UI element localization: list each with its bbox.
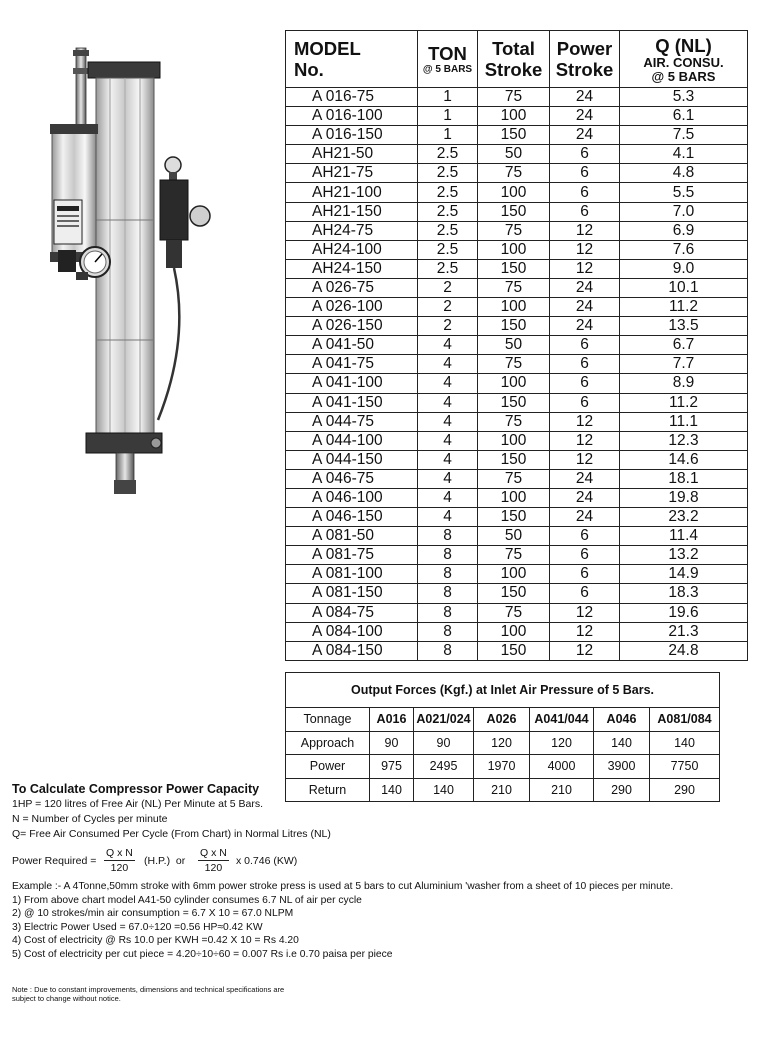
- cell-total-stroke: 150: [478, 584, 550, 603]
- cell-model: A 044-150: [286, 450, 418, 469]
- cell-model: A 026-100: [286, 298, 418, 317]
- cell-total-stroke: 150: [478, 393, 550, 412]
- table-row: [286, 221, 748, 240]
- cell-model: AH21-50: [286, 145, 418, 164]
- table-row: [286, 126, 748, 145]
- table-row: [286, 88, 748, 107]
- forces-row-label: Return: [286, 778, 370, 802]
- cell-air-consumption: 13.2: [620, 546, 748, 565]
- cell-ton: 4: [418, 508, 478, 527]
- forces-col-header: A021/024: [414, 708, 474, 732]
- cell-model: A 044-75: [286, 412, 418, 431]
- cell-total-stroke: 150: [478, 450, 550, 469]
- forces-col-header: A046: [594, 708, 650, 732]
- cell-ton: 2.5: [418, 240, 478, 259]
- forces-table-body: [286, 731, 720, 802]
- table-row: [286, 508, 748, 527]
- cell-total-stroke: 100: [478, 622, 550, 641]
- cell-model: A 041-100: [286, 374, 418, 393]
- cell-power-stroke: 24: [550, 469, 620, 488]
- cell-ton: 4: [418, 355, 478, 374]
- cell-ton: 2: [418, 298, 478, 317]
- cell-total-stroke: 75: [478, 88, 550, 107]
- cell-air-consumption: 14.6: [620, 450, 748, 469]
- forces-value: 140: [414, 778, 474, 802]
- cell-model: A 026-75: [286, 278, 418, 297]
- cell-ton: 4: [418, 412, 478, 431]
- table-row: [286, 641, 748, 660]
- cell-air-consumption: 18.1: [620, 469, 748, 488]
- table-row: [286, 546, 748, 565]
- cell-total-stroke: 75: [478, 603, 550, 622]
- forces-value: 2495: [414, 755, 474, 779]
- cell-ton: 4: [418, 374, 478, 393]
- forces-value: 7750: [650, 755, 720, 779]
- unit-hp: (H.P.) or: [144, 855, 186, 867]
- cell-power-stroke: 12: [550, 450, 620, 469]
- cell-model: A 081-50: [286, 527, 418, 546]
- forces-value: 4000: [530, 755, 594, 779]
- forces-value: 140: [594, 731, 650, 755]
- cell-ton: 2.5: [418, 221, 478, 240]
- forces-caption: Output Forces (Kgf.) at Inlet Air Pressure of 5 Bars.: [286, 673, 720, 708]
- cell-ton: 4: [418, 336, 478, 355]
- output-forces-table: [285, 672, 720, 802]
- table-row: [286, 336, 748, 355]
- model-spec-table: [285, 30, 748, 661]
- cell-ton: 8: [418, 641, 478, 660]
- cell-model: A 081-75: [286, 546, 418, 565]
- cell-model: A 081-100: [286, 565, 418, 584]
- forces-col-header: A026: [474, 708, 530, 732]
- table-row: [286, 298, 748, 317]
- cell-ton: 8: [418, 622, 478, 641]
- cell-air-consumption: 19.8: [620, 488, 748, 507]
- cell-air-consumption: 4.1: [620, 145, 748, 164]
- cell-air-consumption: 6.1: [620, 107, 748, 126]
- cell-ton: 4: [418, 431, 478, 450]
- table-row: [286, 317, 748, 336]
- table-row: [286, 202, 748, 221]
- cell-total-stroke: 150: [478, 202, 550, 221]
- forces-value: 140: [650, 731, 720, 755]
- cell-model: A 081-150: [286, 584, 418, 603]
- table-row: [286, 412, 748, 431]
- cell-power-stroke: 6: [550, 355, 620, 374]
- cell-total-stroke: 75: [478, 546, 550, 565]
- cell-air-consumption: 5.3: [620, 88, 748, 107]
- cell-air-consumption: 5.5: [620, 183, 748, 202]
- table-row: [286, 431, 748, 450]
- cell-total-stroke: 150: [478, 508, 550, 527]
- cell-air-consumption: 11.2: [620, 393, 748, 412]
- cell-model: A 084-75: [286, 603, 418, 622]
- cell-air-consumption: 11.4: [620, 527, 748, 546]
- cell-model: A 041-75: [286, 355, 418, 374]
- cell-power-stroke: 6: [550, 584, 620, 603]
- cell-model: AH24-100: [286, 240, 418, 259]
- cell-power-stroke: 12: [550, 412, 620, 431]
- cell-ton: 4: [418, 469, 478, 488]
- cell-model: A 044-100: [286, 431, 418, 450]
- table-row: [286, 278, 748, 297]
- forces-row: [286, 755, 720, 779]
- calc-title: To Calculate Compressor Power Capacity: [12, 782, 260, 796]
- cell-total-stroke: 100: [478, 107, 550, 126]
- header-air-consumption: Q (NL) AIR. CONSU. @ 5 BARS: [620, 31, 748, 88]
- cell-air-consumption: 10.1: [620, 278, 748, 297]
- cell-power-stroke: 6: [550, 374, 620, 393]
- formula-label: Power Required =: [12, 855, 97, 867]
- cell-power-stroke: 6: [550, 164, 620, 183]
- compressor-calc-section: [12, 781, 342, 878]
- header-power-stroke: Power Stroke: [550, 31, 620, 88]
- cell-total-stroke: 150: [478, 259, 550, 278]
- calc-line-hp: 1HP = 120 litres of Free Air (NL) Per Minute at 5 Bars.: [12, 798, 264, 810]
- cell-total-stroke: 100: [478, 183, 550, 202]
- cell-total-stroke: 100: [478, 565, 550, 584]
- cell-ton: 4: [418, 488, 478, 507]
- cell-total-stroke: 150: [478, 641, 550, 660]
- cell-air-consumption: 19.6: [620, 603, 748, 622]
- disclaimer-note: Note : Due to constant improvements, dimensions and technical specifications are subject to change without notice.: [12, 985, 285, 1003]
- cell-ton: 1: [418, 126, 478, 145]
- cell-air-consumption: 9.0: [620, 259, 748, 278]
- forces-row: [286, 731, 720, 755]
- cell-model: A 016-100: [286, 107, 418, 126]
- table-row: [286, 259, 748, 278]
- example-step-5: 5) Cost of electricity per cut piece = 4.20÷10÷60 = 0.007 Rs i.e 0.70 paisa per piece: [12, 948, 393, 960]
- cell-ton: 8: [418, 584, 478, 603]
- cell-ton: 2.5: [418, 145, 478, 164]
- cell-power-stroke: 12: [550, 431, 620, 450]
- cell-ton: 4: [418, 450, 478, 469]
- cell-ton: 2: [418, 278, 478, 297]
- cell-model: A 084-150: [286, 641, 418, 660]
- cell-total-stroke: 50: [478, 145, 550, 164]
- cell-power-stroke: 24: [550, 107, 620, 126]
- forces-value: 290: [650, 778, 720, 802]
- cell-ton: 2: [418, 317, 478, 336]
- cell-air-consumption: 8.9: [620, 374, 748, 393]
- example-step-4: 4) Cost of electricity @ Rs 10.0 per KWH =0.42 X 10 = Rs 4.20: [12, 935, 299, 946]
- forces-value: 140: [370, 778, 414, 802]
- cell-power-stroke: 12: [550, 622, 620, 641]
- forces-value: 210: [530, 778, 594, 802]
- cell-power-stroke: 6: [550, 145, 620, 164]
- cell-power-stroke: 12: [550, 240, 620, 259]
- cell-total-stroke: 75: [478, 164, 550, 183]
- forces-row-label: Approach: [286, 731, 370, 755]
- cell-total-stroke: 150: [478, 126, 550, 145]
- table-row: [286, 164, 748, 183]
- cell-model: A 026-150: [286, 317, 418, 336]
- cell-model: A 016-75: [286, 88, 418, 107]
- table-row: [286, 450, 748, 469]
- forces-row: [286, 778, 720, 802]
- table-row: [286, 469, 748, 488]
- cell-air-consumption: 23.2: [620, 508, 748, 527]
- example-step-1: 1) From above chart model A41-50 cylinder consumes 6.7 NL of air per cycle: [12, 894, 362, 906]
- cell-air-consumption: 6.7: [620, 336, 748, 355]
- table-row: [286, 107, 748, 126]
- cell-power-stroke: 24: [550, 126, 620, 145]
- cell-total-stroke: 75: [478, 412, 550, 431]
- forces-value: 210: [474, 778, 530, 802]
- example-step-3: 3) Electric Power Used = 67.0÷120 =0.56 HP≈0.42 KW: [12, 921, 263, 933]
- cell-total-stroke: 100: [478, 298, 550, 317]
- cell-model: AH24-75: [286, 221, 418, 240]
- table-row: [286, 374, 748, 393]
- cell-power-stroke: 12: [550, 641, 620, 660]
- table-row: [286, 183, 748, 202]
- table-row: [286, 393, 748, 412]
- cell-power-stroke: 6: [550, 565, 620, 584]
- cell-air-consumption: 4.8: [620, 164, 748, 183]
- cell-total-stroke: 75: [478, 278, 550, 297]
- forces-header-row: [286, 708, 720, 732]
- cell-total-stroke: 100: [478, 240, 550, 259]
- cell-total-stroke: 75: [478, 221, 550, 240]
- table-row: [286, 488, 748, 507]
- cell-total-stroke: 50: [478, 527, 550, 546]
- cell-model: A 046-100: [286, 488, 418, 507]
- cell-power-stroke: 6: [550, 183, 620, 202]
- cell-power-stroke: 24: [550, 278, 620, 297]
- cell-ton: 4: [418, 393, 478, 412]
- cell-ton: 2.5: [418, 164, 478, 183]
- example-step-2: 2) @ 10 strokes/min air consumption = 6.7 X 10 = 67.0 NLPM: [12, 908, 294, 919]
- cell-power-stroke: 24: [550, 298, 620, 317]
- forces-value: 1970: [474, 755, 530, 779]
- cell-air-consumption: 18.3: [620, 584, 748, 603]
- cell-power-stroke: 6: [550, 202, 620, 221]
- header-total-stroke: Total Stroke: [478, 31, 550, 88]
- cell-power-stroke: 6: [550, 336, 620, 355]
- cell-model: A 016-150: [286, 126, 418, 145]
- cell-ton: 2.5: [418, 259, 478, 278]
- cell-power-stroke: 24: [550, 508, 620, 527]
- cell-air-consumption: 7.5: [620, 126, 748, 145]
- cell-air-consumption: 21.3: [620, 622, 748, 641]
- cell-power-stroke: 24: [550, 488, 620, 507]
- cell-air-consumption: 24.8: [620, 641, 748, 660]
- spec-table-body: [286, 88, 748, 661]
- table-row: [286, 603, 748, 622]
- table-row: [286, 145, 748, 164]
- cell-model: A 046-75: [286, 469, 418, 488]
- cell-air-consumption: 11.1: [620, 412, 748, 431]
- cell-power-stroke: 24: [550, 317, 620, 336]
- cell-air-consumption: 7.7: [620, 355, 748, 374]
- table-row: [286, 240, 748, 259]
- forces-value: 3900: [594, 755, 650, 779]
- cell-power-stroke: 6: [550, 546, 620, 565]
- cell-power-stroke: 12: [550, 221, 620, 240]
- cell-total-stroke: 50: [478, 336, 550, 355]
- cell-air-consumption: 12.3: [620, 431, 748, 450]
- cell-total-stroke: 150: [478, 317, 550, 336]
- forces-col-header: A016: [370, 708, 414, 732]
- cell-model: AH21-150: [286, 202, 418, 221]
- spec-header-row: [286, 31, 748, 88]
- worked-example: [12, 880, 758, 961]
- cell-ton: 1: [418, 88, 478, 107]
- forces-value: 120: [474, 731, 530, 755]
- example-intro: Example :- A 4Tonne,50mm stroke with 6mm power stroke press is used at 5 bars to cut Aluminium 'washer from a sheet of 10 pieces per minute.: [12, 881, 674, 892]
- cell-ton: 1: [418, 107, 478, 126]
- forces-col-header: A041/044: [530, 708, 594, 732]
- cell-total-stroke: 100: [478, 374, 550, 393]
- cell-air-consumption: 13.5: [620, 317, 748, 336]
- pneumatic-press-cylinder-illustration: [40, 40, 240, 500]
- cell-model: A 041-50: [286, 336, 418, 355]
- forces-value: 90: [414, 731, 474, 755]
- fraction-kw: $\frac{\text{Q x N}}{120}$: [200, 847, 227, 874]
- forces-row-label: Power: [286, 755, 370, 779]
- cell-total-stroke: 75: [478, 355, 550, 374]
- cell-model: A 041-150: [286, 393, 418, 412]
- cell-model: AH24-150: [286, 259, 418, 278]
- cell-ton: 8: [418, 527, 478, 546]
- table-row: [286, 622, 748, 641]
- forces-value: 120: [530, 731, 594, 755]
- cell-air-consumption: 6.9: [620, 221, 748, 240]
- forces-value: 90: [370, 731, 414, 755]
- cell-power-stroke: 6: [550, 393, 620, 412]
- header-model: MODEL No.: [286, 31, 418, 88]
- cell-ton: 8: [418, 546, 478, 565]
- cell-power-stroke: 12: [550, 603, 620, 622]
- forces-value: 975: [370, 755, 414, 779]
- unit-kw: x 0.746 (KW): [236, 855, 298, 867]
- forces-value: 290: [594, 778, 650, 802]
- table-row: [286, 527, 748, 546]
- table-row: [286, 355, 748, 374]
- cell-total-stroke: 75: [478, 469, 550, 488]
- cell-ton: 8: [418, 565, 478, 584]
- header-ton: TON @ 5 BARS: [418, 31, 478, 88]
- cell-model: AH21-75: [286, 164, 418, 183]
- table-row: [286, 584, 748, 603]
- calc-line-n: N = Number of Cycles per minute: [12, 813, 168, 825]
- cell-power-stroke: 12: [550, 259, 620, 278]
- cell-ton: 8: [418, 603, 478, 622]
- cell-total-stroke: 100: [478, 488, 550, 507]
- fraction-hp: $\frac{\text{Q x N}}{120}$: [106, 847, 133, 874]
- cell-ton: 2.5: [418, 183, 478, 202]
- cell-air-consumption: 7.0: [620, 202, 748, 221]
- table-row: [286, 565, 748, 584]
- forces-col-header: A081/084: [650, 708, 720, 732]
- cell-air-consumption: 14.9: [620, 565, 748, 584]
- cell-model: A 046-150: [286, 508, 418, 527]
- cell-model: AH21-100: [286, 183, 418, 202]
- cell-total-stroke: 100: [478, 431, 550, 450]
- cell-ton: 2.5: [418, 202, 478, 221]
- cell-model: A 084-100: [286, 622, 418, 641]
- cell-power-stroke: 6: [550, 527, 620, 546]
- calc-line-q: Q= Free Air Consumed Per Cycle (From Chart) in Normal Litres (NL): [12, 828, 331, 840]
- forces-corner-label: Tonnage: [286, 708, 370, 732]
- cell-power-stroke: 24: [550, 88, 620, 107]
- power-formula: [12, 846, 342, 878]
- cell-air-consumption: 7.6: [620, 240, 748, 259]
- cell-air-consumption: 11.2: [620, 298, 748, 317]
